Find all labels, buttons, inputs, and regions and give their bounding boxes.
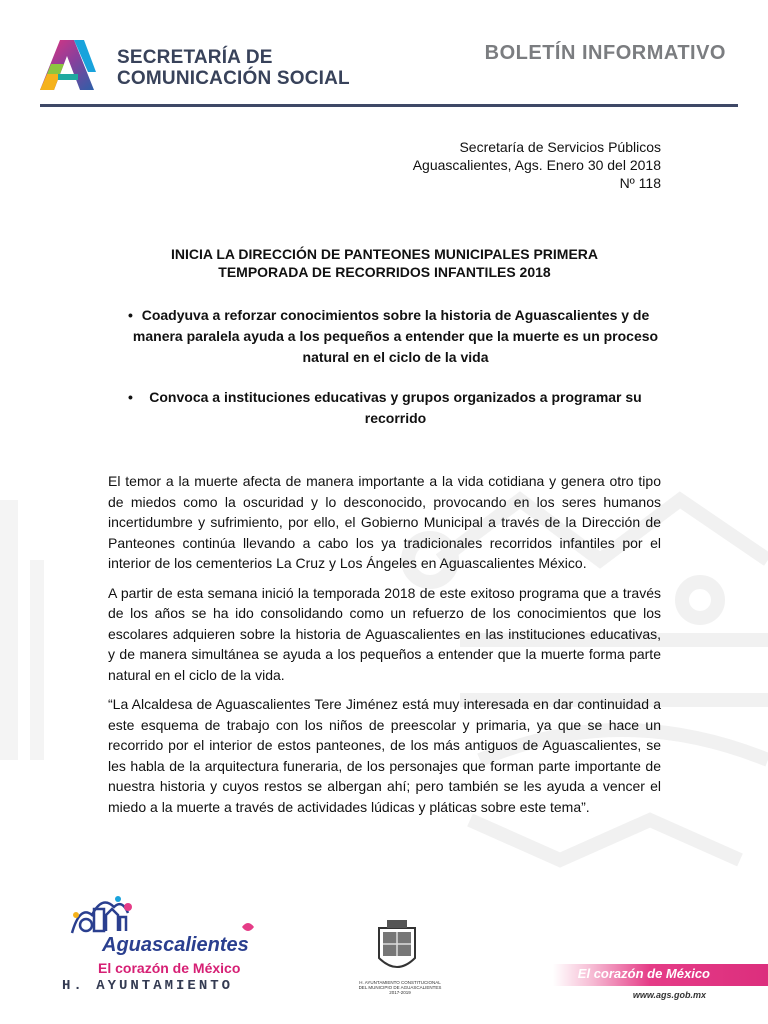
office-name: Secretaría de Servicios Públicos [459,139,661,155]
website-url[interactable]: www.ags.gob.mx [632,990,706,1000]
bullet-dot-icon: • [128,307,133,323]
municipal-seal-icon [375,918,419,978]
city-name: Aguascalientes [102,934,249,956]
bulletin-number: Nº 118 [619,175,661,191]
bulletin-label: BOLETÍN INFORMATIVO [484,42,726,64]
summary-bullet-text: Convoca a instituciones educativas y grupos organizados a programar su recorrido [149,389,642,426]
a-letter-logo-icon [38,38,96,92]
document-meta [413,138,661,192]
body-paragraph: A partir de esta semana inició la temporada 2018 de este exitoso programa que a través de los años se ha ido consolidando como un refuerzo de los conocimientos que los escolares adquieren sobre la historia de Aguascalientes en las instituciones educativas, y de manera simultánea se ayuda a los pequeños a entender que la muerte forma parte natural en el ciclo de la vida. [108,584,661,683]
letterhead [0,0,768,110]
city-tagline: El corazón de México [98,960,241,976]
headline [108,245,661,281]
seal-caption-line1: H. AYUNTAMIENTO CONSTITUCIONAL [359,980,441,985]
date-line: Aguascalientes, Ags. Enero 30 del 2018 [412,157,661,173]
summary-bullets [108,305,661,448]
headline-line2: TEMPORADA DE RECORRIDOS INFANTILES 2018 [218,264,551,280]
bullet-dot-icon: • [128,389,133,405]
summary-bullet-text: Coadyuva a reforzar conocimientos sobre la historia de Aguascalientes y de manera paralela ayuda a los pequeños a entender que la muerte es un proceso natural en el ciclo de la vida [132,307,659,365]
summary-bullet [108,387,661,429]
footer-bar-text: El corazón de México [577,966,710,981]
seal-caption [355,980,445,995]
body-paragraph: El temor a la muerte afecta de manera importante a la vida cotidiana y genera otro tipo de miedos como la oscuridad y lo desconocido, provocando en los seres humanos incertidumbre y sufrimiento, por ello, el Gobierno Municipal a través de la Dirección de Panteones continúa llevando a cabo los ya tradicionales recorridos infantiles por el interior de los cementerios La Cruz y Los Ángeles en Aguascalientes México. [108,473,661,571]
article-body [108,471,661,826]
summary-bullet [108,305,661,368]
headline-line1: INICIA LA DIRECCIÓN DE PANTEONES MUNICIPALES PRIMERA [170,246,599,262]
body-paragraph: “La Alcaldesa de Aguascalientes Tere Jiménez está muy interesada en dar continuidad a este esquema de trabajo con los niños de preescolar y primaria, ya que se hace un recorrido por el interior de estos panteones, de los más antiguos de Aguascalientes, se les habla de la arquitectura funeraria, de los personajes que forman parte importante de nuestra historia y cuyos restos se albergan ahí; pero también se les ayuda a vencer el miedo a la muerte a través de actividades lúdicas y pláticas sobre este tema”. [108,696,661,815]
footer-pink-bar [553,964,768,986]
secretariat-title [117,47,350,89]
ayuntamiento-label: H. AYUNTAMIENTO [62,978,234,994]
seal-caption-line2: DEL MUNICIPIO DE AGUASCALIENTES [358,985,442,990]
secretariat-title-line2: COMUNICACIÓN SOCIAL [117,68,350,89]
header-divider [40,104,738,107]
secretariat-title-line1: SECRETARÍA DE [117,47,273,68]
seal-caption-line3: 2017-2019 [389,990,411,995]
